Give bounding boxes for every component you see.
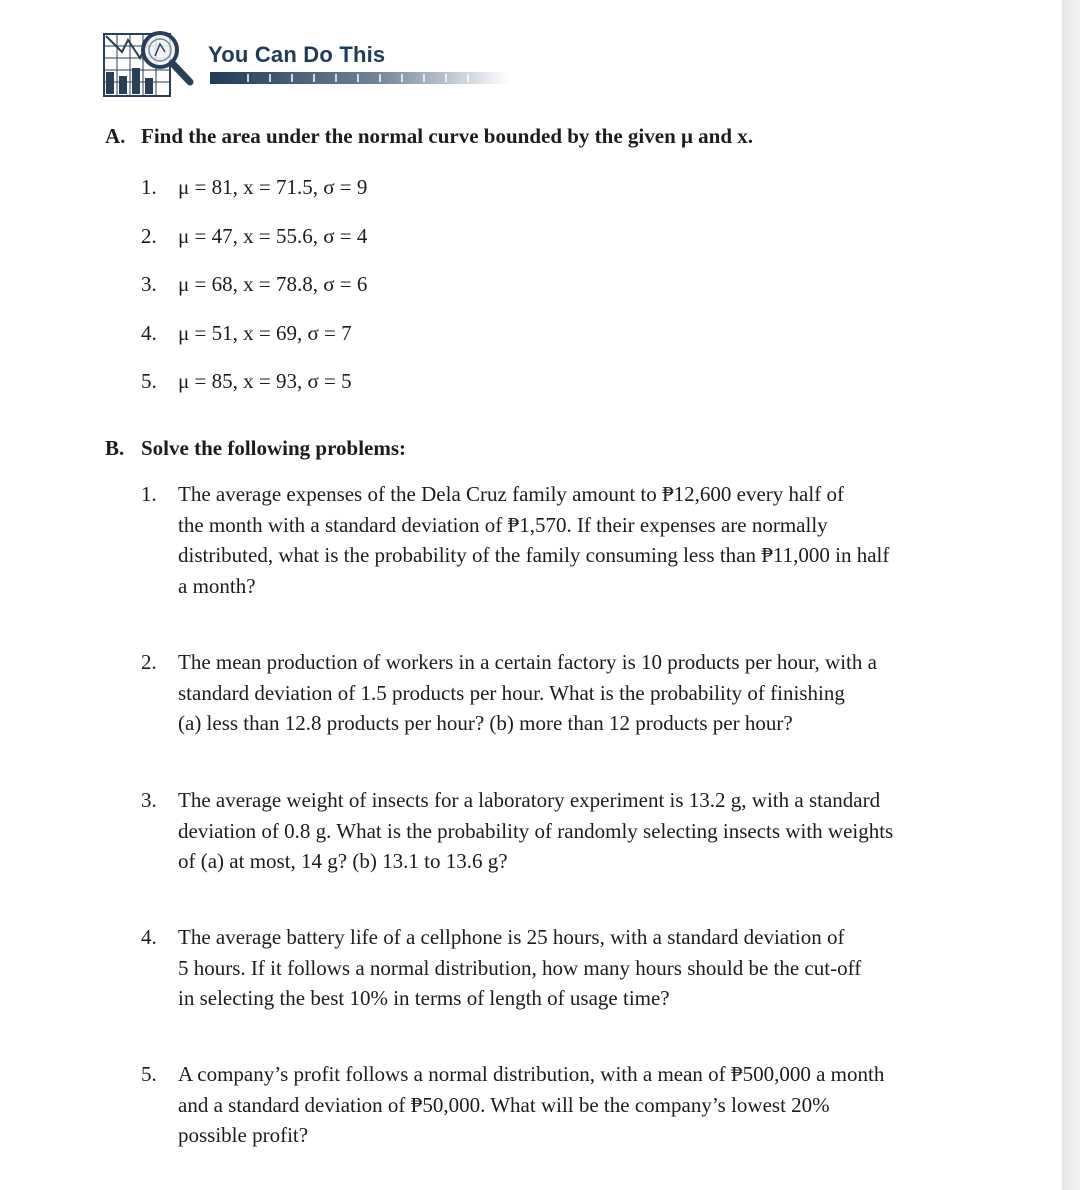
item-number: 5.	[141, 369, 157, 393]
section-a-heading-text: Find the area under the normal curve bounded by the given μ and x.	[141, 124, 754, 148]
problem-line: 5 hours. If it follows a normal distribution, how many hours should be the cut-off	[178, 955, 862, 980]
item-expression: μ = 51, x = 69, σ = 7	[178, 321, 352, 345]
problem-line: the month with a standard deviation of ₱1,570. If their expenses are normally	[178, 512, 828, 537]
section-b-heading	[105, 436, 406, 461]
section-a-heading	[105, 124, 753, 149]
problem-number: 3.	[141, 788, 157, 812]
banner-ruler	[210, 72, 510, 84]
problem-line: and a standard deviation of ₱50,000. What will be the company’s lowest 20%	[178, 1092, 830, 1117]
problem-line: The mean production of workers in a certain factory is 10 products per hour, with a	[178, 650, 877, 674]
problem-line: The average weight of insects for a laboratory experiment is 13.2 g, with a standard	[178, 788, 881, 812]
problem-line: (a) less than 12.8 products per hour? (b) more than 12 products per hour?	[178, 711, 793, 735]
problem-text	[178, 1059, 1028, 1151]
problem-line: a month?	[178, 573, 256, 598]
section-a-letter: A.	[105, 124, 126, 148]
item-number: 1.	[141, 175, 157, 199]
item-number: 2.	[141, 224, 157, 248]
item-expression: μ = 85, x = 93, σ = 5	[178, 369, 352, 393]
item-expression: μ = 81, x = 71.5, σ = 9	[178, 175, 368, 199]
problem-text	[178, 647, 1028, 739]
problem-line: of (a) at most, 14 g? (b) 13.1 to 13.6 g?	[178, 849, 508, 873]
item-expression: μ = 47, x = 55.6, σ = 4	[178, 224, 368, 248]
problem-text	[178, 785, 1028, 877]
problem-line: A company’s profit follows a normal distribution, with a mean of ₱500,000 a month	[178, 1062, 885, 1086]
problem-line: possible profit?	[178, 1123, 309, 1147]
magnifier-chart-icon	[100, 28, 210, 100]
item-number: 4.	[141, 321, 157, 345]
problem-line: deviation of 0.8 g. What is the probability of randomly selecting insects with weights	[178, 818, 894, 843]
item-number: 3.	[141, 272, 157, 296]
section-banner	[100, 28, 520, 103]
problem-text	[178, 479, 1028, 601]
problem-number: 1.	[141, 482, 157, 506]
problem-line: distributed, what is the probability of the family consuming less than ₱11,000 in half	[178, 543, 890, 567]
page-edge-shadow	[1062, 0, 1080, 1190]
problem-number: 4.	[141, 925, 157, 949]
problem-line: in selecting the best 10% in terms of length of usage time?	[178, 986, 670, 1010]
problem-number: 2.	[141, 650, 157, 674]
item-expression: μ = 68, x = 78.8, σ = 6	[178, 272, 368, 296]
section-b-letter: B.	[105, 436, 125, 460]
problem-text	[178, 922, 1028, 1014]
problem-line: standard deviation of 1.5 products per hour. What is the probability of finishing	[178, 680, 845, 705]
banner-title: You Can Do This	[208, 42, 386, 67]
problem-line: The average battery life of a cellphone is 25 hours, with a standard deviation of	[178, 925, 845, 949]
section-b-heading-text: Solve the following problems:	[141, 436, 407, 460]
problem-line: The average expenses of the Dela Cruz family amount to ₱12,600 every half of	[178, 482, 844, 506]
problem-number: 5.	[141, 1062, 157, 1086]
